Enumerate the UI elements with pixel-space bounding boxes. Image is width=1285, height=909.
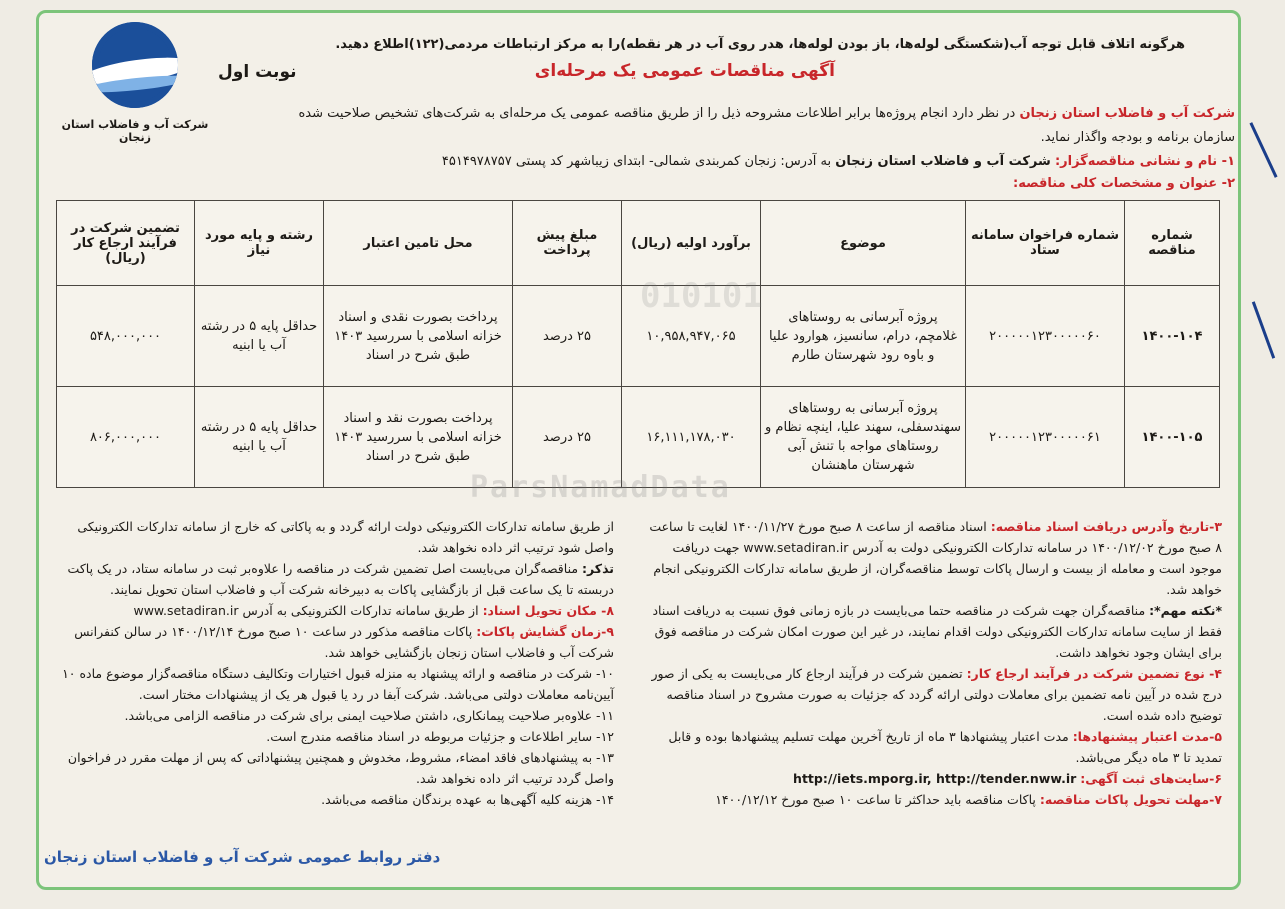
section-9-label: ۹-زمان گشایش پاکات: — [476, 624, 614, 639]
right-column — [646, 516, 1222, 810]
logo-caption: شرکت آب و فاضلاب استان زنجان — [61, 118, 209, 144]
header-estimate: برآورد اولیه (ریال) — [622, 201, 761, 286]
section-4 — [646, 663, 1222, 726]
section-12: ۱۲- سایر اطلاعات و جزئیات مربوطه در اسناد مناقصه مندرج است. — [266, 729, 614, 744]
section-3-label: ۳-تاریخ وآدرس دریافت اسناد مناقصه: — [990, 519, 1222, 534]
section-5-text: مدت اعتبار پیشنهادها ۳ ماه از تاریخ آخرین مهلت تسلیم پیشنهادها بوده و قابل تمدید تا ۳ ماه دیگر می‌باشد. — [668, 729, 1222, 765]
intro-company: شرکت آب و فاضلاب استان زنجان — [1019, 106, 1235, 121]
section-4-label: ۴- نوع تضمین شرکت در فرآیند ارجاع کار: — [966, 666, 1222, 681]
pen-mark — [1249, 122, 1277, 178]
tip-text: مناقصه‌گران می‌بایست اصل تضمین شرکت در مناقصه را علاوه‌بر ثبت در سامانه ستاد، در یک پاکت دربسته تا یک ساعت قبل از بازگشایی پاکات به دبیرخانه شرکت آب و فاضلاب استان تحویل نمایند. — [67, 561, 614, 597]
watermark-numbers: 010101 — [640, 276, 763, 316]
header-guarantee: تضمین شرکت در فرآیند ارجاع کار (ریال) — [57, 201, 195, 286]
header-tender-number: شماره مناقصه — [1125, 201, 1220, 286]
cell-guarantee: ۵۴۸,۰۰۰,۰۰۰ — [57, 286, 195, 387]
intro-line-1 — [298, 105, 1235, 123]
round-label: نوبت اول — [218, 62, 297, 82]
ad-title: آگهی مناقصات عمومی یک مرحله‌ای — [534, 61, 835, 81]
header-setad-number: شماره فراخوان سامانه ستاد — [966, 201, 1125, 286]
water-drop-logo-icon — [92, 22, 178, 108]
section-6-label: ۶-سایت‌های ثبت آگهی: — [1080, 771, 1222, 786]
delivery-intro: از طریق سامانه تدارکات الکترونیکی دولت ارائه گردد و به پاکاتی که خارج از سامانه تدارکات الکترونیکی واصل شود ترتیب اثر داده نخواهد شد. — [77, 519, 614, 555]
cell-prepayment: ۲۵ درصد — [513, 286, 622, 387]
header-prepayment: مبلغ پیش پرداخت — [513, 201, 622, 286]
cell-grade: حداقل پایه ۵ در رشته آب یا ابنیه — [195, 286, 324, 387]
header-grade: رشته و پایه مورد نیاز — [195, 201, 324, 286]
section-9-text: پاکات مناقصه مذکور در ساعت ۱۰ صبح مورخ ۱۴۰۰/۱۲/۱۴ در سالن کنفرانس شرکت آب و فاضلاب استان زنجان بازگشایی خواهد شد. — [74, 624, 614, 660]
header-funding: محل تامین اعتبار — [324, 201, 513, 286]
cell-funding: پرداخت بصورت نقدی و اسناد خزانه اسلامی با سررسید ۱۴۰۳ طبق شرح در اسناد — [324, 286, 513, 387]
section-11: ۱۱- علاوه‌بر صلاحیت پیمانکاری، داشتن صلاحیت ایمنی برای شرکت در مناقصه الزامی می‌باشد. — [124, 708, 614, 723]
tender-table — [56, 200, 1220, 488]
header-subject: موضوع — [761, 201, 966, 286]
cell-prepayment: ۲۵ درصد — [513, 387, 622, 488]
tip — [48, 558, 614, 600]
important-note — [646, 600, 1222, 663]
section-6 — [646, 768, 1222, 789]
table-row — [57, 286, 1220, 387]
cell-setad: ۲۰۰۰۰۰۱۲۳۰۰۰۰۰۶۱ — [966, 387, 1125, 488]
section-3 — [646, 516, 1222, 600]
section-9 — [48, 621, 614, 663]
intro-text: در نظر دارد انجام پروژه‌ها برابر اطلاعات مشروحه ذیل را از طریق مناقصه عمومی یک مرحله‌ای به شرکت‌های تشخیص صلاحیت شده — [298, 106, 1016, 121]
item-1-company: شرکت آب و فاضلاب استان زنجان — [835, 154, 1051, 169]
item-1-label: ۱- نام و نشانی مناقصه‌گزار: — [1054, 154, 1235, 169]
section-8-label: ۸- مکان تحویل اسناد: — [482, 603, 614, 618]
tip-label: تذکر: — [582, 561, 614, 576]
cell-number: ۱۴۰۰-۱۰۴ — [1125, 286, 1220, 387]
watermark-site: ParsNamadData — [470, 470, 731, 505]
cell-estimate: ۱۰,۹۵۸,۹۴۷,۰۶۵ — [622, 286, 761, 387]
section-5 — [646, 726, 1222, 768]
cell-setad: ۲۰۰۰۰۰۱۲۳۰۰۰۰۰۶۰ — [966, 286, 1125, 387]
cell-subject: پروژه آبرسانی به روستاهای سهندسفلی، سهند علیا، اینچه نظام و روستاهای مواجه با تنش آبی شهرستان ماهنشان — [761, 387, 966, 488]
section-8 — [48, 600, 614, 621]
section-4-text: تضمین شرکت در فرآیند ارجاع کار می‌بایست به یکی از صور درج شده در آیین نامه تضمین برای معاملات دولتی ارائه گردد که جزئیات به صورت مشروح در اسناد مناقصه توضیح داده شده است. — [651, 666, 1222, 723]
cell-funding: پرداخت بصورت نقد و اسناد خزانه اسلامی با سررسید ۱۴۰۳ طبق شرح در اسناد — [324, 387, 513, 488]
section-14: ۱۴- هزینه کلیه آگهی‌ها به عهده برندگان مناقصه می‌باشد. — [321, 792, 614, 807]
item-1 — [442, 153, 1235, 171]
cell-subject: پروژه آبرسانی به روستاهای غلامچم، درام، سانسیز، هوارود علیا و باوه رود شهرستان طارم — [761, 286, 966, 387]
note-label: *نکته مهم*: — [1149, 603, 1222, 618]
section-13: ۱۳- به پیشنهادهای فاقد امضاء، مشروط، مخدوش و همچنین پیشنهاداتی که پس از مهلت مقرر در فراخوان واصل گردد ترتیب اثر داده نخواهد شد. — [67, 750, 614, 786]
section-5-label: ۵-مدت اعتبار پیشنهادها: — [1072, 729, 1222, 744]
waste-notice: هرگونه اتلاف قابل توجه آب(شکستگی لوله‌ها، باز بودن لوله‌ها، هدر روی آب در هر نقطه)را به مرکز ارتباطات مردمی(۱۲۲)اطلاع دهید. — [335, 37, 1185, 52]
note-text: مناقصه‌گران جهت شرکت در مناقصه حتما می‌بایست در بازه زمانی فوق نسبت به دریافت اسناد فقط از سایت سامانه تدارکات الکترونیکی دولت اقدام نمایند، در غیر این صورت امکان شرکت در مناقصه فوق برای ایشان وجود نخواهد داشت. — [652, 603, 1222, 660]
table-header-row — [57, 201, 1220, 286]
pr-office-footer: دفتر روابط عمومی شرکت آب و فاضلاب استان زنجان — [44, 848, 441, 866]
pen-mark — [1252, 301, 1275, 358]
section-7 — [646, 789, 1222, 810]
cell-estimate: ۱۶,۱۱۱,۱۷۸,۰۳۰ — [622, 387, 761, 488]
section-7-label: ۷-مهلت تحویل پاکات مناقصه: — [1039, 792, 1222, 807]
item-1-address: به آدرس: زنجان کمربندی شمالی- ابتدای زیباشهر کد پستی ۴۵۱۴۹۷۸۷۵۷ — [441, 154, 832, 169]
left-column — [48, 516, 614, 810]
section-3-text: اسناد مناقصه از ساعت ۸ صبح مورخ ۱۴۰۰/۱۱/۲۷ لغایت تا ساعت ۸ صبح مورخ ۱۴۰۰/۱۲/۰۲ در سامانه تدارکات الکترونیکی دولت به آدرس www.setadiran.ir جهت دریافت موجود است و معامله از بیست و ارسال پاکات توسط مناقصه‌گران، از طریق سامانه تدارکات الکترونیکی انجام خواهد شد. — [649, 519, 1222, 597]
section-7-text: پاکات مناقصه باید حداکثر تا ساعت ۱۰ صبح مورخ ۱۴۰۰/۱۲/۱۲ — [715, 792, 1036, 807]
cell-grade: حداقل پایه ۵ در رشته آب یا ابنیه — [195, 387, 324, 488]
intro-line-2: سازمان برنامه و بودجه واگذار نماید. — [1040, 130, 1235, 145]
company-logo-block — [60, 22, 210, 142]
cell-number: ۱۴۰۰-۱۰۵ — [1125, 387, 1220, 488]
section-6-links[interactable]: http://iets.mporg.ir, http://tender.nww.ir — [793, 771, 1077, 786]
item-2-label: ۲- عنوان و مشخصات کلی مناقصه: — [1013, 176, 1235, 191]
section-8-text: از طریق سامانه تدارکات الکترونیکی به آدرس www.setadiran.ir — [133, 603, 479, 618]
section-10: ۱۰- شرکت در مناقصه و ارائه پیشنهاد به منزله قبول اختیارات وتکالیف دستگاه مناقصه‌گزار موضوع ماده ۱۰ آیین‌نامه معاملات دولتی می‌باشد. شرکت آبفا در رد یا قبول هر یک از پیشنهادات مختار است. — [62, 666, 614, 702]
cell-guarantee: ۸۰۶,۰۰۰,۰۰۰ — [57, 387, 195, 488]
